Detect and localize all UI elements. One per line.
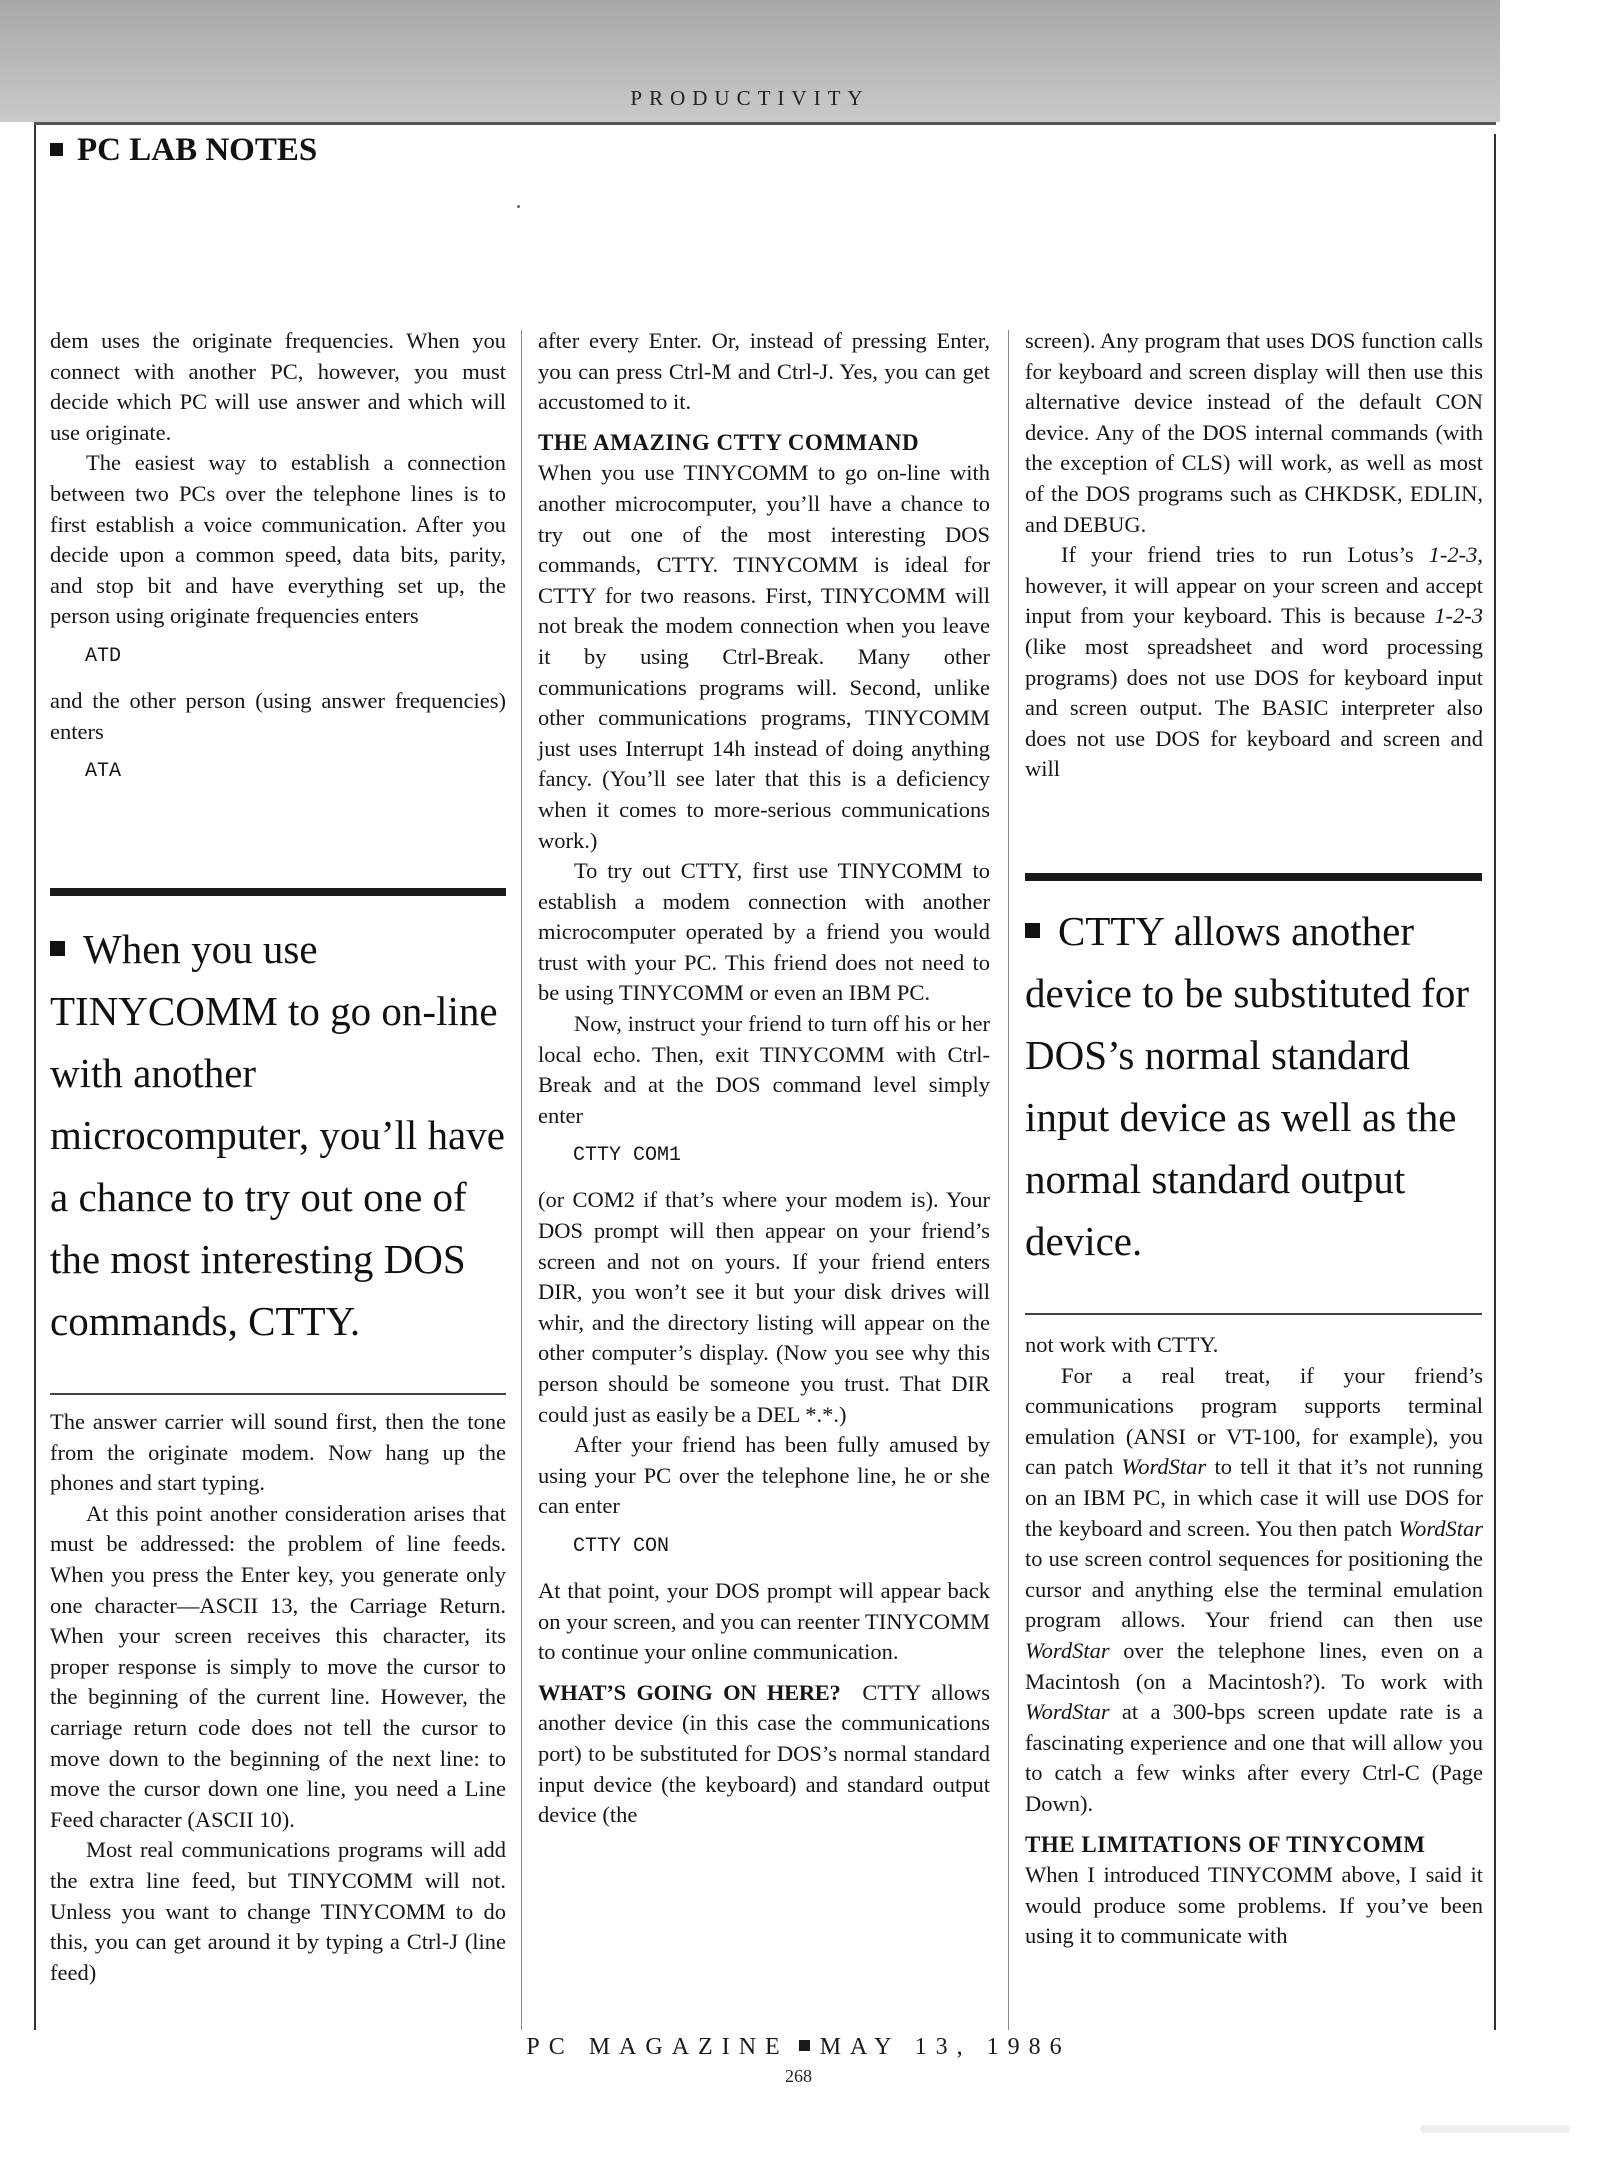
column-divider [1008, 330, 1009, 2030]
column-divider [521, 330, 522, 2030]
frame-right-rule [1494, 134, 1496, 2030]
code-line: ATD [85, 644, 122, 668]
italic-title: WordStar [1121, 1454, 1207, 1480]
department-title-text: PC LAB NOTES [77, 132, 318, 168]
paragraph-text: CTTY allows another device (in this case the communications port) to be substituted for DOS’s normal standard input device (the keyboard) and standard output device (the [538, 1679, 990, 1828]
page-number: 268 [785, 2066, 812, 2086]
square-bullet-icon [50, 941, 65, 956]
paragraph: When you use TINYCOMM to go on-line with another microcomputer, you’ll have a chance to try out one of the most interesting DOS commands, CTTY. TINYCOMM is ideal for CTTY for two reasons. First, TINYCOMM will not break the modem connection when you leave it by using Ctrl-Break. Many other communications programs will. Second, unlike other communications programs, TINYCOMM just uses Interrupt 14h instead of doing anything fancy. (You’ll see later that this is a deficiency when it comes to more-serious communications work.) [538, 460, 990, 853]
square-bullet-icon [1025, 923, 1040, 938]
subheading: THE AMAZING CTTY COMMAND [538, 429, 920, 455]
italic-title: WordStar [1025, 1699, 1110, 1725]
scan-smudge [1420, 2125, 1570, 2133]
italic-title: 1-2-3 [1434, 603, 1483, 629]
column-3-bottom [1025, 1330, 1483, 1952]
paragraph: screen). Any program that uses DOS function calls for keyboard and screen display will then use this alternative device instead of the default CON device. Any of the DOS internal commands (with the exception of CLS) will work, as well as most of the DOS programs such as CHKDSK, EDLIN, and DEBUG. [1025, 328, 1483, 537]
paragraph: At this point another consideration arises that must be addressed: the problem of line feeds. When you press the Enter key, you generate only one character—ASCII 13, the Carriage Return. When your screen receives this character, its proper response is simply to move the cursor to the beginning of the current line. However, the carriage return code does not tell the cursor to move down to the beginning of the next line: to move the cursor down one line, you need a Line Feed character (ASCII 10). [50, 1500, 506, 1832]
paragraph: The answer carrier will sound first, then the tone from the originate modem. Now hang up the phones and start typing. [50, 1409, 506, 1496]
code-line: CTTY COM1 [573, 1144, 682, 1168]
paragraph: To try out CTTY, first use TINYCOMM to establish a modem connection with another microcomputer operated by a friend you would trust with your PC. This friend does not need to be using TINYCOMM or even an IBM PC. [538, 858, 990, 1006]
paragraph: (or COM2 if that’s where your modem is). Your DOS prompt will then appear on your friend’s screen and not on yours. If your friend enters DIR, you won’t see it but your disk drives will whir, and the directory listing will appear on the other computer’s display. (Now you see why this person should be someone you trust. That DIR could just as easily be a DEL *.*.) [538, 1187, 990, 1427]
paragraph: If your friend tries to run Lotus’s 1-2-3, however, it will appear on your screen and accept input from your keyboard. This is because 1-2-3 (like most spreadsheet and word processing programs) does not use DOS for keyboard input and screen output. The BASIC interpreter also does not use DOS for keyboard and screen and will [1025, 542, 1483, 782]
paragraph: For a real treat, if your friend’s communications program supports terminal emulation (ANSI or VT-100, for example), you can patch WordStar to tell it that it’s not running on an IBM PC, in which case it will use DOS for the keyboard and screen. You then patch WordStar to use screen control sequences for positioning the cursor and anything else the terminal emulation program allows. Your friend can then use WordStar over the telephone lines, even on a Macintosh (on a Macintosh?). To work with WordStar at a 300-bps screen update rate is a fascinating experience and one that will allow you to catch a few winks after every Ctrl-C (Page Down). [1025, 1362, 1483, 1816]
column-1-top [50, 326, 506, 801]
frame-left-rule [34, 125, 36, 2030]
pull-quote [1025, 900, 1485, 1272]
paragraph: not work with CTTY. [1025, 1332, 1219, 1357]
paragraph: and the other person (using answer frequencies) enters [50, 687, 506, 744]
section-label: PRODUCTIVITY [630, 86, 870, 110]
paragraph: Most real communications programs will add the extra line feed, but TINYCOMM will not. Unless you want to change TINYCOMM to do this, you can get around it by typing a Ctrl-J (line feed) [50, 1837, 506, 1985]
paragraph: The easiest way to establish a connection between two PCs over the telephone lines is to first establish a voice communication. After you decide upon a common speed, data bits, parity, and stop bit and have everything set up, the person using originate frequencies enters [50, 450, 506, 629]
pull-quote-text: CTTY allows another device to be substituted for DOS’s normal standard input device as well as the normal standard output device. [1025, 908, 1470, 1264]
italic-title: 1-2-3 [1428, 542, 1478, 568]
pull-quote [50, 918, 510, 1352]
pull-quote-text: When you use TINYCOMM to go on-line with another microcomputer, you’ll have a chance to try out one of the most interesting DOS commands, CTTY. [50, 926, 505, 1344]
paragraph [538, 1678, 990, 1831]
header-rule [34, 122, 1496, 125]
footer-line [0, 2034, 1597, 2061]
pullquote-rule-bottom [50, 1393, 506, 1395]
paragraph: after every Enter. Or, instead of pressing Enter, you can press Ctrl-M and Ctrl-J. Yes, you can get accustomed to it. [538, 328, 990, 415]
pullquote-rule-top [50, 888, 506, 896]
paragraph: When I introduced TINYCOMM above, I said it would produce some problems. If you’ve been using it to communicate with [1025, 1862, 1483, 1949]
square-bullet-icon [799, 2040, 810, 2051]
print-speck [517, 205, 520, 208]
pullquote-rule-top [1025, 873, 1482, 881]
square-bullet-icon [50, 143, 63, 156]
department-title [50, 132, 317, 169]
subheading: THE LIMITATIONS OF TINYCOMM [1025, 1831, 1426, 1857]
italic-title: WordStar [1398, 1515, 1483, 1541]
column-1-bottom [50, 1407, 506, 1988]
column-2 [538, 326, 990, 1831]
magazine-name: PC MAGAZINE [526, 2034, 789, 2060]
paragraph: After your friend has been fully amused by using your PC over the telephone line, he or she can enter [538, 1432, 990, 1519]
run-in-heading: WHAT’S GOING ON HERE? [538, 1679, 841, 1705]
issue-date: MAY 13, 1986 [819, 2034, 1071, 2060]
italic-title: WordStar [1025, 1637, 1110, 1663]
paragraph: Now, instruct your friend to turn off his or her local echo. Then, exit TINYCOMM with Ctrl-Break and at the DOS command level simply enter [538, 1011, 990, 1128]
code-line: ATA [85, 760, 122, 784]
column-3-top [1025, 326, 1483, 785]
code-line: CTTY CON [573, 1534, 670, 1558]
paragraph: dem uses the originate frequencies. When you connect with another PC, however, you must decide which PC will use answer and which will use originate. [50, 328, 506, 445]
pullquote-rule-bottom [1025, 1313, 1482, 1315]
paragraph: At that point, your DOS prompt will appear back on your screen, and you can reenter TINYCOMM to continue your online communication. [538, 1577, 990, 1665]
